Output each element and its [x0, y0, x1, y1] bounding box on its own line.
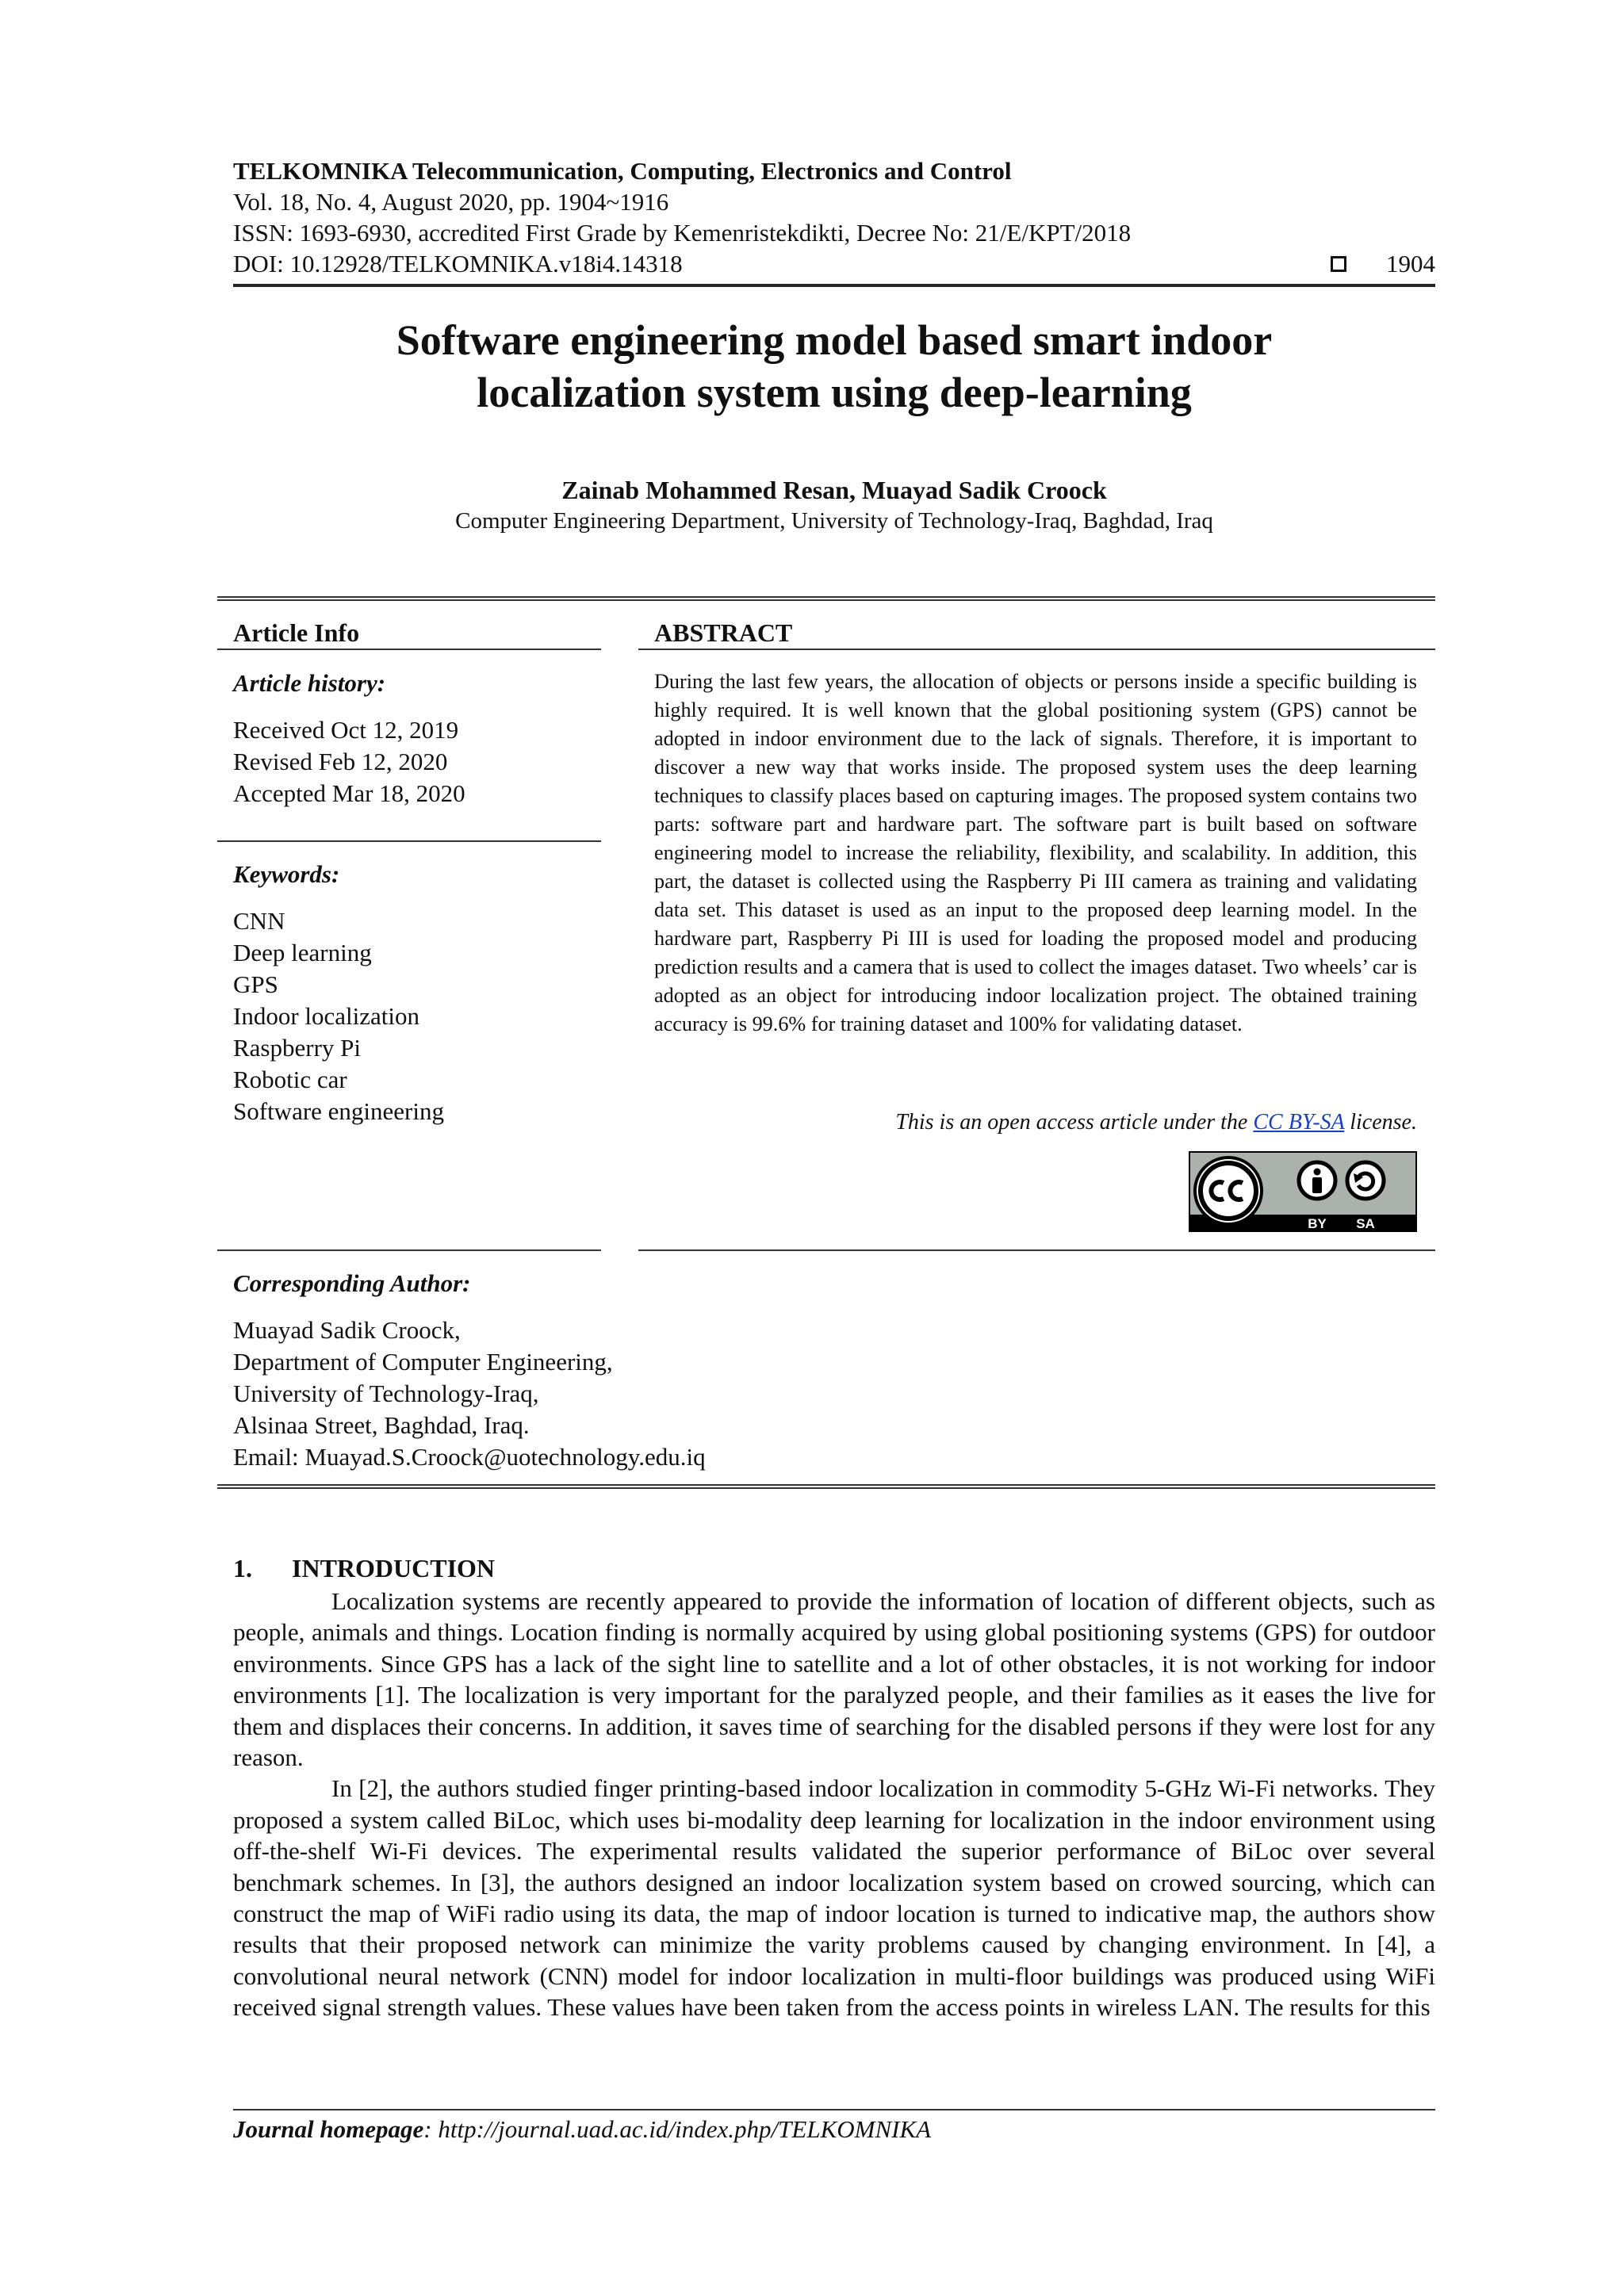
corresponding-author-heading: Corresponding Author:: [233, 1269, 471, 1297]
keyword-item: CNN: [233, 907, 285, 935]
keyword-item: Deep learning: [233, 939, 372, 966]
article-info-rule: [217, 649, 601, 650]
introduction-paragraph-1: Localization systems are recently appeared to provide the information of location of different objects, such as people, animals and things. Location finding is normally acquired by using global positioning systems (GPS) for outdoor environments. Since GPS has a lack of the sight line to satellite and a lot of other obstacles, it is not working for indoor environments [1]. The localization is very important for the paralyzed people, and their families as it eases the live for them and displaces their concerns. In addition, it saves time of searching for the disabled persons if they were lost for any reason.: [233, 1587, 1435, 1772]
title-line-1: Software engineering model based smart indoor: [396, 316, 1273, 364]
cc-by-sa-badge[interactable]: [1189, 1151, 1417, 1232]
title-line-2: localization system using deep-learning: [477, 369, 1192, 416]
revised-date: Revised Feb 12, 2020: [233, 748, 448, 775]
badge-by-label: BY: [1308, 1216, 1327, 1231]
abstract-text: During the last few years, the allocation of objects or persons inside a specific building is highly required. It is well known that the global positioning system (GPS) cannot be adopted in indoor environment due to the lack of signals. Therefore, it is important to discover a new way that works inside. The proposed system uses the deep learning techniques to classify places based on capturing images. The proposed system contains two parts: software part and hardware part. The software part is built based on software engineering model to increase the reliability, flexibility, and scalability. In addition, this part, the dataset is collected using the Raspberry Pi III camera as training and validating data set. This dataset is used as an input to the proposed deep learning model. In the hardware part, Raspberry Pi III is used for loading the proposed model and producing prediction results and a camera that is used to collect the images dataset. Two wheels’ car is adopted as an object for introducing indoor localization project. The obtained training accuracy is 99.6% for training dataset and 100% for validating dataset.: [654, 670, 1417, 1035]
cc-by-sa-link[interactable]: CC BY-SA: [1253, 1110, 1345, 1135]
keyword-item: Indoor localization: [233, 1002, 419, 1030]
paper-title: [233, 314, 1435, 419]
abstract-bottom-rule: [638, 1249, 1435, 1251]
doi-line: [233, 248, 1435, 279]
keyword-item: Raspberry Pi: [233, 1034, 362, 1062]
keyword-item: GPS: [233, 970, 278, 998]
abstract-body: [654, 668, 1417, 1039]
issn-info: ISSN: 1693-6930, accredited First Grade by Kemenristekdikti, Decree No: 21/E/KPT/2018: [233, 219, 1132, 247]
page-marker: [1331, 248, 1435, 279]
badge-sa-label: SA: [1356, 1216, 1375, 1231]
keyword-item: Software engineering: [233, 1097, 444, 1125]
history-rule: [217, 840, 601, 842]
received-date: Received Oct 12, 2019: [233, 716, 459, 744]
article-info-heading: Article Info: [233, 618, 360, 647]
corresponding-author-department: Department of Computer Engineering,: [233, 1348, 613, 1376]
license-notice: [654, 1108, 1417, 1137]
introduction-heading: [233, 1552, 495, 1584]
footer-label: Journal homepage: [233, 2115, 424, 2143]
cc-logo-icon: [1195, 1158, 1262, 1224]
journal-header: [233, 155, 1435, 279]
article-history: [233, 714, 614, 809]
license-prefix: This is an open access article under the: [895, 1110, 1254, 1135]
corresponding-author-name: Muayad Sadik Croock,: [233, 1316, 461, 1344]
keywords-rule: [217, 1249, 601, 1251]
page-number: 1904: [1386, 250, 1435, 277]
corresponding-author-university: University of Technology-Iraq,: [233, 1380, 539, 1407]
introduction-body: [233, 1586, 1435, 2023]
by-attribution-icon: [1299, 1162, 1335, 1199]
affiliation: Computer Engineering Department, University of Technology-Iraq, Baghdad, Iraq: [455, 508, 1213, 534]
sa-share-alike-icon: [1347, 1162, 1384, 1199]
section-number: 1.: [233, 1554, 252, 1582]
accepted-date: Accepted Mar 18, 2020: [233, 779, 465, 807]
info-frame-top-rule: [217, 596, 1435, 601]
header-rule: [233, 284, 1435, 287]
journal-homepage-footer: [233, 2114, 931, 2145]
introduction-paragraph-2: In [2], the authors studied finger printing-based indoor localization in commodity 5-GHz Wi-Fi networks. They proposed a system called BiLoc, which uses bi-modality deep learning for localization in the indoor environment using off-the-shelf Wi-Fi devices. The experimental results validated the superior performance of BiLoc over several benchmark schemes. In [3], the authors designed an indoor localization system based on crowed sourcing, which can construct the map of WiFi radio using its data, the map of indoor location is turned to indicative map, the authors show results that their proposed network can minimize the varity problems caused by changing environment. In [4], a convolutional neural network (CNN) model for indoor localization in multi-floor buildings was produced using WiFi received signal strength values. These values have been taken from the access points in wireless LAN. The results for this: [233, 1774, 1435, 2022]
corresponding-author-address: Alsinaa Street, Baghdad, Iraq.: [233, 1411, 530, 1439]
checkbox-square-icon: [1331, 256, 1346, 272]
section-title: INTRODUCTION: [292, 1554, 496, 1582]
abstract-rule: [638, 649, 1435, 650]
license-suffix: license.: [1344, 1110, 1417, 1135]
keywords-heading: Keywords:: [233, 860, 340, 888]
journal-name: TELKOMNIKA Telecommunication, Computing, Electronics and Control: [233, 157, 1012, 185]
abstract-heading: ABSTRACT: [654, 618, 793, 647]
footer-url[interactable]: : http://journal.uad.ac.id/index.php/TELKOMNIKA: [423, 2115, 932, 2143]
info-frame-bottom-rule: [217, 1484, 1435, 1489]
doi-info: DOI: 10.12928/TELKOMNIKA.v18i4.14318: [233, 250, 683, 277]
corresponding-author-email: Email: Muayad.S.Croock@uotechnology.edu.iq: [233, 1443, 706, 1471]
keywords-list: [233, 905, 614, 1127]
corresponding-author-block: [233, 1314, 1026, 1473]
footer-rule: [233, 2109, 1435, 2110]
article-history-heading: Article history:: [233, 669, 386, 697]
volume-info: Vol. 18, No. 4, August 2020, pp. 1904~1916: [233, 188, 669, 216]
authors: Zainab Mohammed Resan, Muayad Sadik Croock: [561, 476, 1107, 504]
keyword-item: Robotic car: [233, 1066, 347, 1093]
